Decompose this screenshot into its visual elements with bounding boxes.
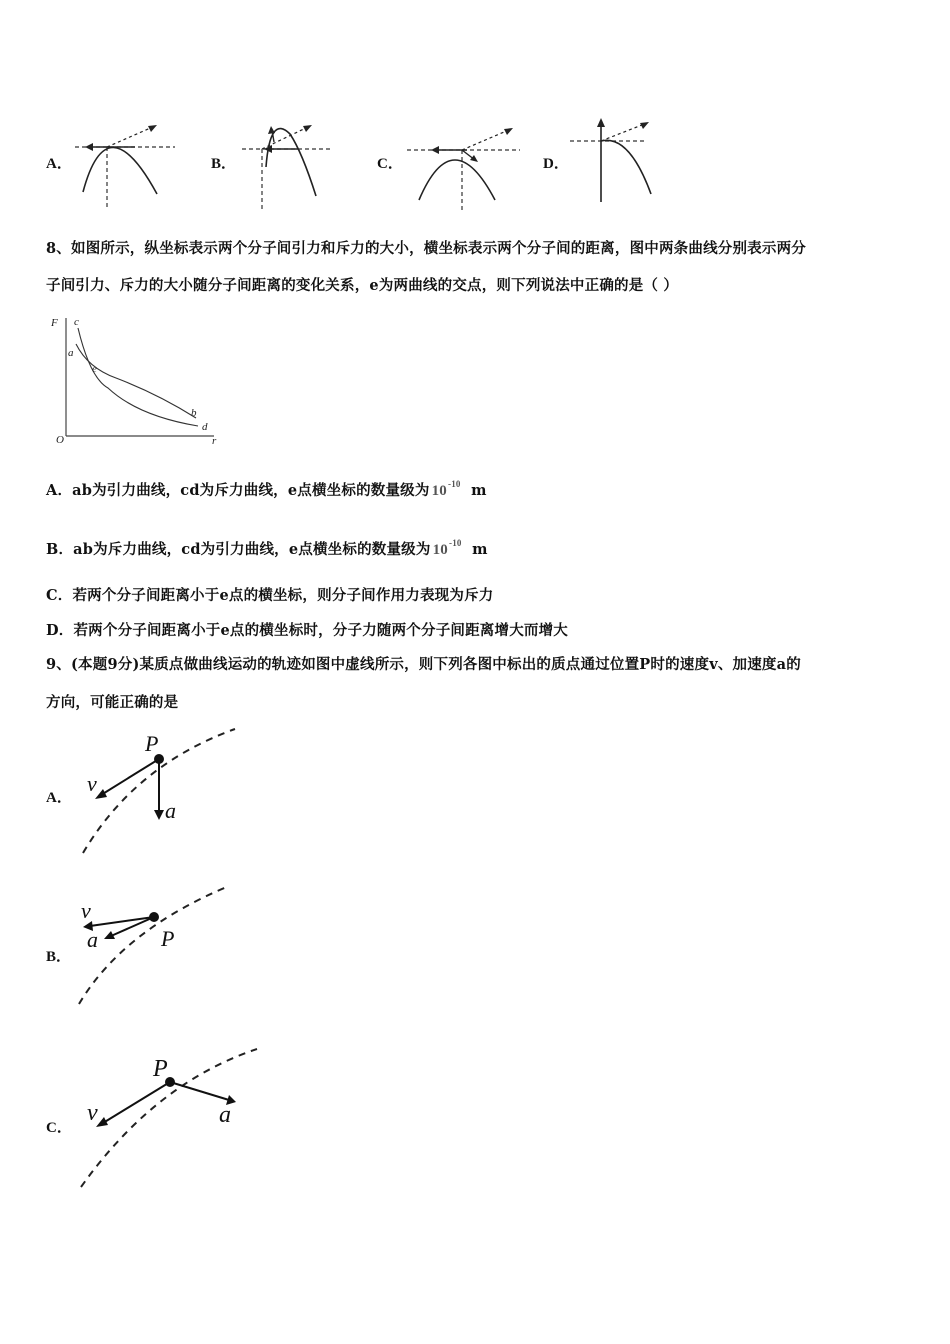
x-axis-label: r <box>212 435 217 447</box>
q7-option-b-figure <box>240 112 340 212</box>
q9-option-b-label: B． <box>46 949 72 965</box>
q9-option-b-figure <box>75 880 245 1010</box>
q8-option-b-exponent: -10 <box>449 538 462 548</box>
q8-option-a-unit: m <box>471 482 487 499</box>
q8-option-b <box>46 538 488 559</box>
q9-option-a-figure <box>75 725 255 860</box>
q8-stem-line2: 子间引力、斥力的大小随分子间距离的变化关系，e为两曲线的交点，则下列说法中正确的是（ ） <box>46 277 679 294</box>
q8-option-d-text: 若两个分子间距离小于e点的横坐标时，分子力随两个分子间距离增大而增大 <box>73 622 569 639</box>
dashed-arrow <box>462 129 511 150</box>
q8-option-a-base: 10 <box>431 483 447 499</box>
q9-stem-line1: 9、(本题9分)某质点做曲线运动的轨迹如图中虚线所示，则下列各图中标出的质点通过位置P时的速度v、加速度a的 <box>46 656 801 673</box>
arrowhead-icon <box>470 155 478 162</box>
q8-stem-line1: 8、如图所示，纵坐标表示两个分子间引力和斥力的大小，横坐标表示两个分子间的距离，图中两条曲线分别表示两分 <box>46 240 806 257</box>
trajectory-curve <box>601 140 651 194</box>
curve-cd <box>78 328 198 426</box>
velocity-label-v: v <box>81 898 91 923</box>
arrowhead-icon <box>95 789 107 799</box>
q8-force-distance-graph <box>48 310 228 450</box>
q9-option-c-label: C． <box>46 1120 72 1136</box>
curve-label-c: c <box>74 316 79 328</box>
q8-option-b-label: B． <box>46 541 74 558</box>
q8-option-a-label: A． <box>46 482 73 499</box>
velocity-label-v: v <box>87 1100 98 1126</box>
arrowhead-icon <box>268 126 275 134</box>
point-label-p: P <box>145 731 159 756</box>
q8-option-c-label: C． <box>46 587 73 604</box>
q7-option-a-figure <box>75 112 185 212</box>
trajectory-dashed-curve <box>79 886 229 1004</box>
q8-option-a-exponent: -10 <box>448 479 461 489</box>
acceleration-label-a: a <box>165 798 176 823</box>
origin-label: O <box>56 434 64 446</box>
dashed-arrow <box>601 123 647 141</box>
q8-option-d-label: D． <box>46 622 74 639</box>
arrowhead-icon <box>154 810 164 820</box>
q8-option-c-text: 若两个分子间距离小于e点的横坐标，则分子间作用力表现为斥力 <box>72 587 494 604</box>
curve-label-d: d <box>202 421 208 433</box>
q7-option-b-label: B． <box>211 156 237 172</box>
q9-option-c-figure <box>75 1043 275 1193</box>
q7-option-a-label: A． <box>46 156 72 172</box>
trajectory-curve <box>83 147 157 194</box>
q8-option-b-unit: m <box>472 541 488 558</box>
y-axis-label: F <box>51 317 58 329</box>
dashed-arrow <box>262 126 310 149</box>
q8-option-b-text: ab为斥力曲线，cd为引力曲线，e点横坐标的数量级为 <box>73 541 431 558</box>
arrowhead-icon <box>303 125 312 132</box>
acceleration-label-a: a <box>87 927 98 952</box>
curve-label-b: b <box>191 407 197 419</box>
trajectory-curve <box>419 160 495 200</box>
acceleration-arrow <box>170 1082 229 1100</box>
arrowhead-icon <box>96 1117 108 1127</box>
q8-option-b-base: 10 <box>432 542 448 558</box>
q8-option-d <box>46 619 568 640</box>
curve-label-a: a <box>68 347 74 359</box>
velocity-arrow <box>103 1082 170 1123</box>
velocity-arrow <box>101 759 159 795</box>
point-label-p: P <box>161 926 175 951</box>
point-label-p: P <box>153 1056 168 1082</box>
q9-option-a-label: A． <box>46 790 72 806</box>
q7-option-d-label: D． <box>543 156 569 172</box>
velocity-label-v: v <box>87 771 97 796</box>
arrowhead-icon <box>85 143 93 151</box>
q7-option-d-figure <box>565 112 665 212</box>
q8-option-a-text: ab为引力曲线，cd为斥力曲线，e点横坐标的数量级为 <box>72 482 430 499</box>
arrowhead-icon <box>431 146 439 154</box>
q8-option-a <box>46 479 487 500</box>
q7-option-c-figure <box>405 112 525 212</box>
dashed-arrow <box>107 126 155 147</box>
arrowhead-icon <box>640 122 649 129</box>
q8-option-c <box>46 584 493 605</box>
arrowhead-icon <box>597 118 605 127</box>
acceleration-label-a: a <box>219 1102 231 1128</box>
q7-option-c-label: C． <box>377 156 403 172</box>
intersection-label-e: e <box>92 363 97 375</box>
q9-stem-line2: 方向，可能正确的是 <box>46 694 179 711</box>
arrowhead-icon <box>504 128 513 135</box>
arrowhead-icon <box>148 125 157 132</box>
